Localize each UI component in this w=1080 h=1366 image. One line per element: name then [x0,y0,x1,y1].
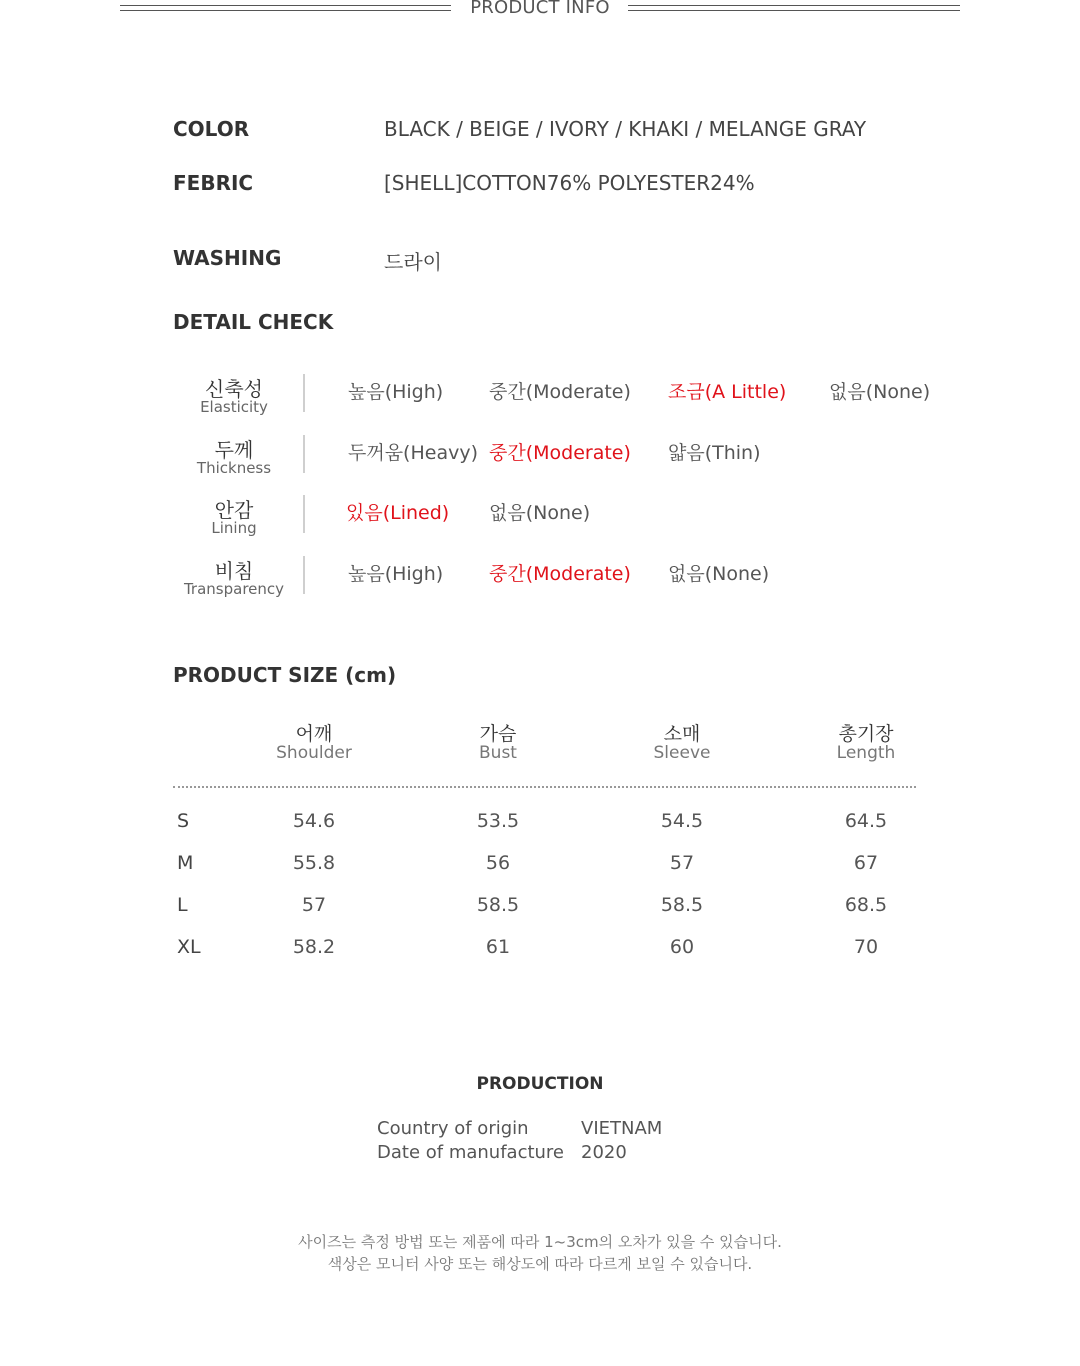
size-row-label: L [177,894,188,916]
washing-label: WASHING [173,246,282,270]
size-cell: 68.5 [844,894,888,916]
detail-separator [303,556,305,594]
size-cell: 57 [669,852,695,874]
detail-label-en: Lining [211,519,257,537]
detail-option: 없음(None) [668,563,770,585]
detail-option: 얇음(Thin) [668,442,761,464]
detail-option: 높음(High) [348,381,444,403]
size-title: PRODUCT SIZE (cm) [173,663,397,687]
size-column-en: Bust [479,743,517,763]
detail-option: 높음(High) [348,563,444,585]
size-row-label: XL [177,936,201,958]
size-cell: 58.5 [660,894,704,916]
size-cell: 53.5 [476,810,520,832]
detail-label-en: Thickness [196,459,272,477]
fabric-label: FEBRIC [173,171,254,195]
size-column-kr: 소매 [663,723,701,745]
size-cell: 60 [669,936,695,958]
color-value: BLACK / BEIGE / IVORY / KHAKI / MELANGE GRAY [384,117,867,141]
detail-separator [303,435,305,473]
color-label: COLOR [173,117,250,141]
date-label: Date of manufacture [377,1142,565,1163]
size-row-label: M [177,852,194,874]
production-title: PRODUCTION [476,1074,604,1094]
detail-label-kr: 신축성 [205,377,263,401]
detail-option-selected: 중간(Moderate) [489,442,631,464]
size-cell: 55.8 [292,852,336,874]
origin-value: VIETNAM [581,1118,663,1139]
size-cell: 67 [853,852,879,874]
size-cell: 58.5 [476,894,520,916]
size-column-kr: 총기장 [838,723,894,745]
size-notice: 사이즈는 측정 방법 또는 제품에 따라 1~3cm의 오차가 있을 수 있습니다. [298,1233,782,1251]
size-cell: 70 [853,936,879,958]
size-cell: 56 [485,852,511,874]
detail-separator [303,495,305,533]
size-cell: 57 [301,894,327,916]
size-cell: 54.5 [660,810,704,832]
size-cell: 64.5 [844,810,888,832]
size-row-label: S [177,810,190,832]
detail-check-title: DETAIL CHECK [173,310,334,334]
size-column-en: Sleeve [653,743,711,763]
size-column-kr: 어깨 [295,723,333,745]
detail-label-kr: 안감 [214,498,254,522]
fabric-value: [SHELL]COTTON76% POLYESTER24% [384,171,755,195]
page-title: PRODUCT INFO [470,0,610,18]
size-table-divider [173,786,916,788]
detail-option-selected: 조금(A Little) [668,381,787,403]
size-column-en: Length [836,743,896,763]
detail-label-kr: 두께 [214,438,254,462]
size-cell: 54.6 [292,810,336,832]
detail-option-selected: 중간(Moderate) [489,563,631,585]
detail-option: 중간(Moderate) [489,381,631,403]
detail-label-en: Elasticity [200,398,268,416]
detail-label-kr: 비침 [214,559,254,583]
detail-option: 두꺼움(Heavy) [348,442,478,464]
origin-label: Country of origin [377,1118,529,1139]
size-column-en: Shoulder [276,743,352,763]
detail-option-selected: 있음(Lined) [346,502,450,524]
size-cell: 58.2 [292,936,336,958]
size-column-kr: 가슴 [479,723,517,745]
detail-option: 없음(None) [489,502,591,524]
detail-label-en: Transparency [183,580,285,598]
size-cell: 61 [485,936,511,958]
date-value: 2020 [581,1142,627,1163]
detail-separator [303,374,305,412]
detail-option: 없음(None) [829,381,931,403]
color-notice: 색상은 모니터 사양 또는 해상도에 따라 다르게 보일 수 있습니다. [327,1255,753,1273]
washing-value: 드라이 [384,250,442,274]
